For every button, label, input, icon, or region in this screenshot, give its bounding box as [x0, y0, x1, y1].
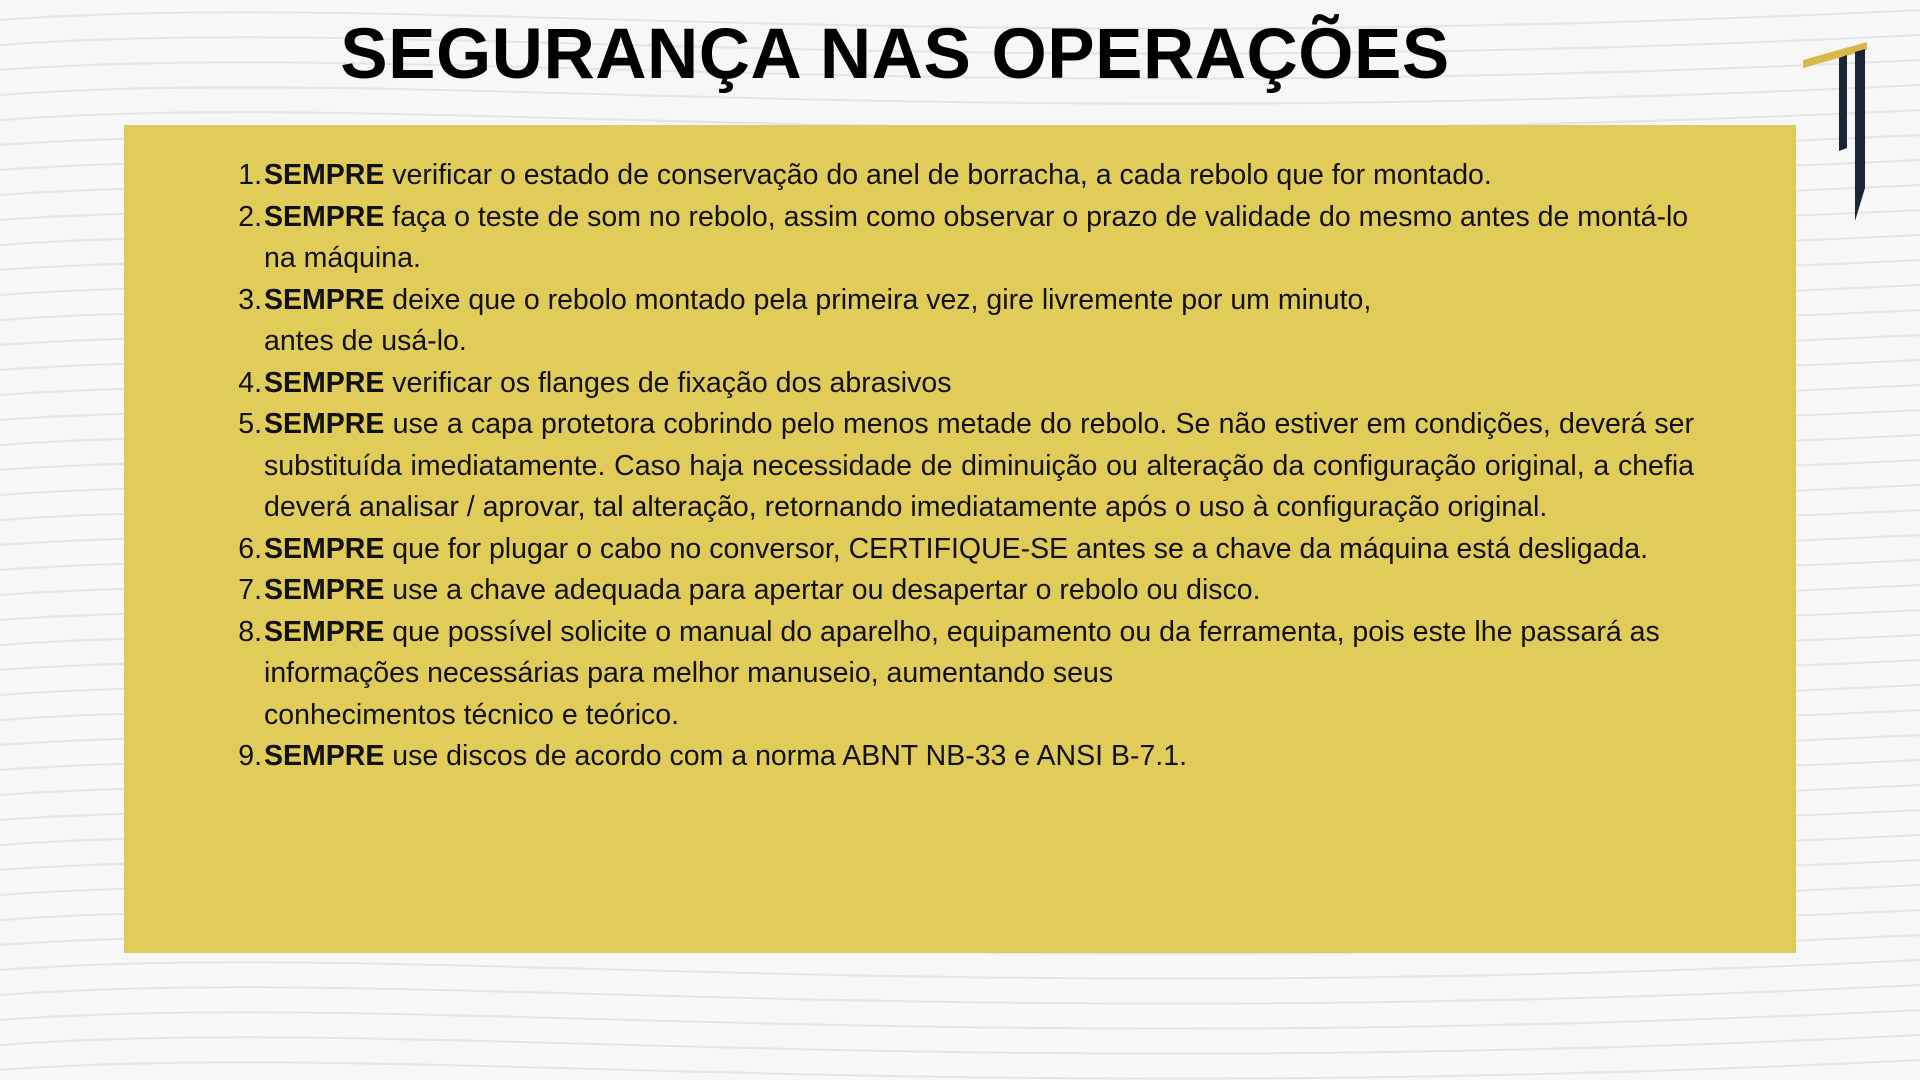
rule-keyword: SEMPRE [264, 615, 385, 648]
rule-keyword: SEMPRE [264, 408, 385, 440]
rule-text: verificar os flanges de fixação dos abrasivos [384, 366, 952, 399]
rule-text: que for plugar o cabo no conversor, CERTIFIQUE-SE antes se a chave da máquina está desligada. [384, 532, 1649, 565]
rule-item-1 [232, 155, 1694, 197]
slide-title: SEGURANÇA NAS OPERAÇÕES [340, 15, 1450, 94]
rule-item-3 [232, 280, 1694, 363]
rule-number: 6. [238, 532, 262, 565]
rule-text: use discos de acordo com a norma ABNT NB-33 e ANSI B-7.1. [384, 740, 1187, 772]
rule-item-2 [232, 197, 1694, 280]
safety-rules-list [232, 155, 1694, 778]
rule-number: 4. [238, 366, 262, 399]
rule-keyword: SEMPRE [264, 200, 385, 233]
rule-number: 7. [238, 574, 262, 606]
rule-text: use a chave adequada para apertar ou desapertar o rebolo ou disco. [384, 574, 1261, 606]
rule-text: verificar o estado de conservação do anel de borracha, a cada rebolo que for montado. [384, 159, 1492, 191]
rule-item-6 [232, 529, 1694, 571]
rule-item-9 [232, 736, 1694, 778]
rule-text-continuation: conhecimentos técnico e teórico. [264, 698, 680, 731]
rule-text: use a capa protetora cobrindo pelo menos metade do rebolo. Se não estiver em condições, deverá ser substituída imediatamente. Caso haja necessidade de diminuição ou alteração da configuração original, a chefia deverá analisar / aprovar, tal alteração, retornando imediatamente após o uso à configuração original. [264, 408, 1694, 523]
rule-keyword: SEMPRE [264, 283, 385, 316]
rule-keyword: SEMPRE [264, 159, 385, 191]
rule-number: 2. [238, 200, 262, 233]
rule-keyword: SEMPRE [264, 574, 385, 606]
rule-item-7 [232, 570, 1694, 612]
rule-number: 9. [238, 740, 262, 772]
rule-text: que possível solicite o manual do aparelho, equipamento ou da ferramenta, pois este lhe passará as informações necessárias para melhor manuseio, aumentando seus [264, 615, 1660, 689]
rule-number: 8. [238, 615, 262, 648]
rule-text: faça o teste de som no rebolo, assim como observar o prazo de validade do mesmo antes de montá-lo na máquina. [264, 200, 1689, 274]
rule-item-8 [232, 612, 1694, 737]
rule-keyword: SEMPRE [264, 740, 385, 772]
brand-pillar-logo-icon [1795, 38, 1875, 228]
rule-keyword: SEMPRE [264, 366, 385, 399]
rule-keyword: SEMPRE [264, 532, 385, 565]
rule-number: 5. [238, 408, 262, 440]
rule-number: 3. [238, 283, 262, 316]
rule-text-continuation: antes de usá-lo. [264, 325, 467, 357]
rule-number: 1. [238, 159, 262, 191]
rule-text: deixe que o rebolo montado pela primeira vez, gire livremente por um minuto, [384, 283, 1372, 316]
rule-item-5 [232, 404, 1694, 529]
rule-item-4 [232, 363, 1694, 405]
rules-content-box [124, 125, 1796, 953]
